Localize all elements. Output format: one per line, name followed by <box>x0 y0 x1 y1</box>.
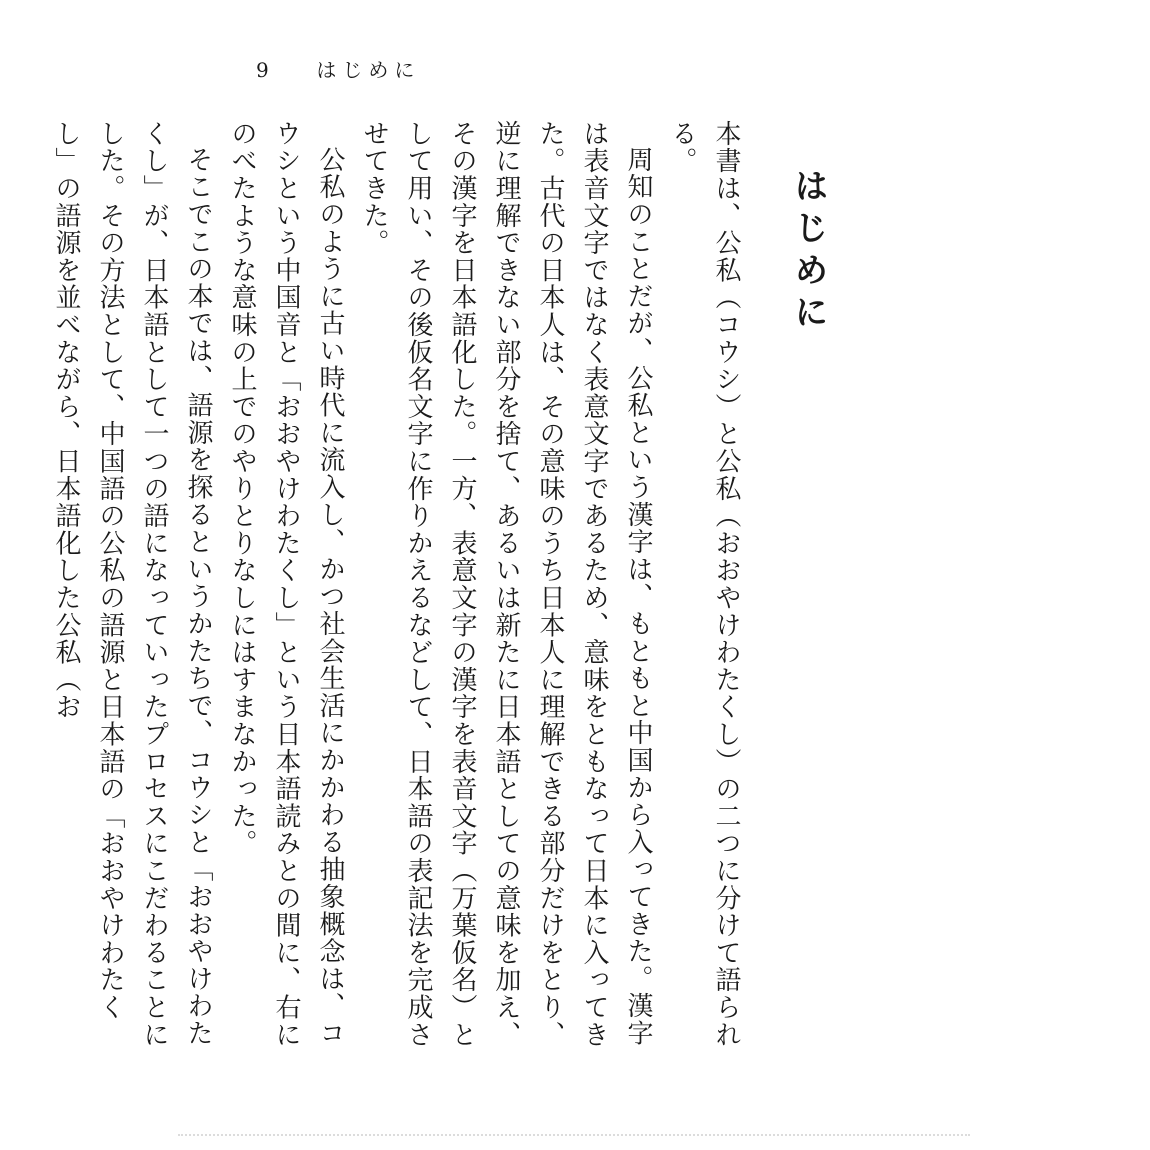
page-number: 9 <box>256 58 275 82</box>
running-title: はじめに <box>316 58 421 82</box>
paragraph: 公私のように古い時代に流入し、かつ社会生活にかかわる抽象概念は、コウシという中国音と「おおやけわたくし」という日本語読みとの間に、右にのべたような意味の上でのやりとりなしにはすまなかった。 <box>227 120 345 1049</box>
paragraph: 周知のことだが、公私という漢字は、もともと中国から入ってきた。漢字は表音文字ではなく表意文字であるため、意味をともなって日本に入ってきた。古代の日本人は、その意味のうち日本人に理解できる部分だけをとり、逆に理解できない部分を捨て、あるいは新たに日本語としての意味を加え、その漢字を日本語化した。一方、表意文字の漢字を表音文字（万葉仮名）として用い、その後仮名文字に作りかえるなどして、日本語の表記法を完成させてきた。 <box>359 120 653 1049</box>
paragraph: 本書は、公私（コウシ）と公私（おおやけわたくし）の二つに分けて語られる。 <box>667 120 741 1049</box>
paragraph: そこでこの本では、語源を探るというかたちで、コウシと「おおやけわたくし」が、日本語として一つの語になっていったプロセスにこだわることにした。その方法として、中国語の公私の語源と日本語の「おおやけわたくし」の語源を並べながら、日本語化した公私（お <box>51 120 213 1049</box>
bottom-divider <box>178 1134 970 1136</box>
chapter-title: はじめに <box>788 168 828 336</box>
body-text <box>44 120 748 1060</box>
running-head <box>256 54 420 83</box>
